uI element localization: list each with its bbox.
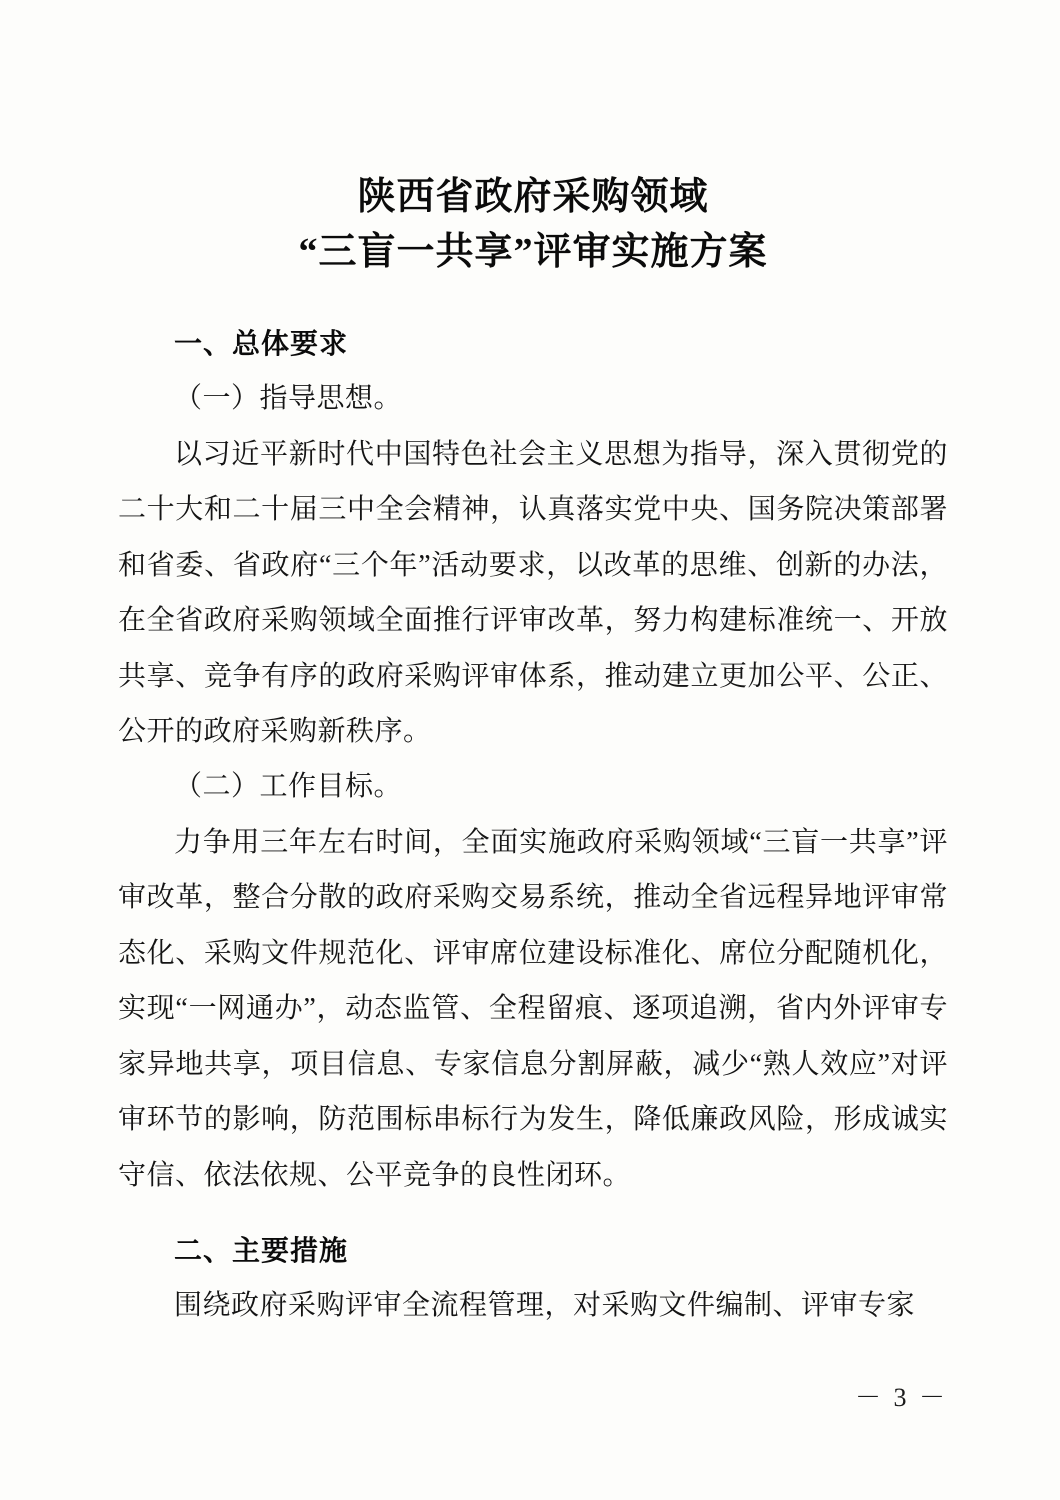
title-line-2: “三盲一共享”评审实施方案 xyxy=(298,231,768,274)
section-heading-1: 一、总体要求 xyxy=(174,329,349,361)
paragraph-main-measures: 围绕政府采购评审全流程管理，对采购文件编制、评审专家 xyxy=(174,1290,916,1322)
page-title xyxy=(118,170,948,280)
document-body xyxy=(118,170,948,1334)
section-heading-2: 二、主要措施 xyxy=(174,1235,349,1267)
subsection-heading-1-1: （一）指导思想。 xyxy=(174,383,403,415)
spacer xyxy=(118,280,948,296)
title-line-1: 陕西省政府采购领域 xyxy=(357,176,709,218)
paragraph-guiding-ideology: 以习近平新时代中国特色社会主义思想为指导，深入贯彻党的二十大和二十届三中全会精神，认真落实党中央、国务院决策部署和省委、省政府“三个年”活动要求，以改革的思维、创新的办法，在全省政府采购领域全面推行评审改革，努力构建标准统一、开放共享、竞争有序的政府采购评审体系，推动建立更加公平、公正、公开的政府采购新秩序。 xyxy=(118,438,948,747)
paragraph-work-goals: 力争用三年左右时间，全面实施政府采购领域“三盲一共享”评审改革，整合分散的政府采购交易系统，推动全省远程异地评审常态化、采购文件规范化、评审席位建设标准化、席位分配随机化，实现“一网通办”，动态监管、全程留痕、逐项追溯，省内外评审专家异地共享，项目信息、专家信息分割屏蔽，减少“熟人效应”对评审环节的影响，防范围标串标行为发生，降低廉政风险，形成诚实守信、依法依规、公平竞争的良性闭环。 xyxy=(118,826,948,1191)
page-number: － 3 － xyxy=(854,1383,948,1412)
subsection-heading-1-2: （二）工作目标。 xyxy=(174,771,403,803)
